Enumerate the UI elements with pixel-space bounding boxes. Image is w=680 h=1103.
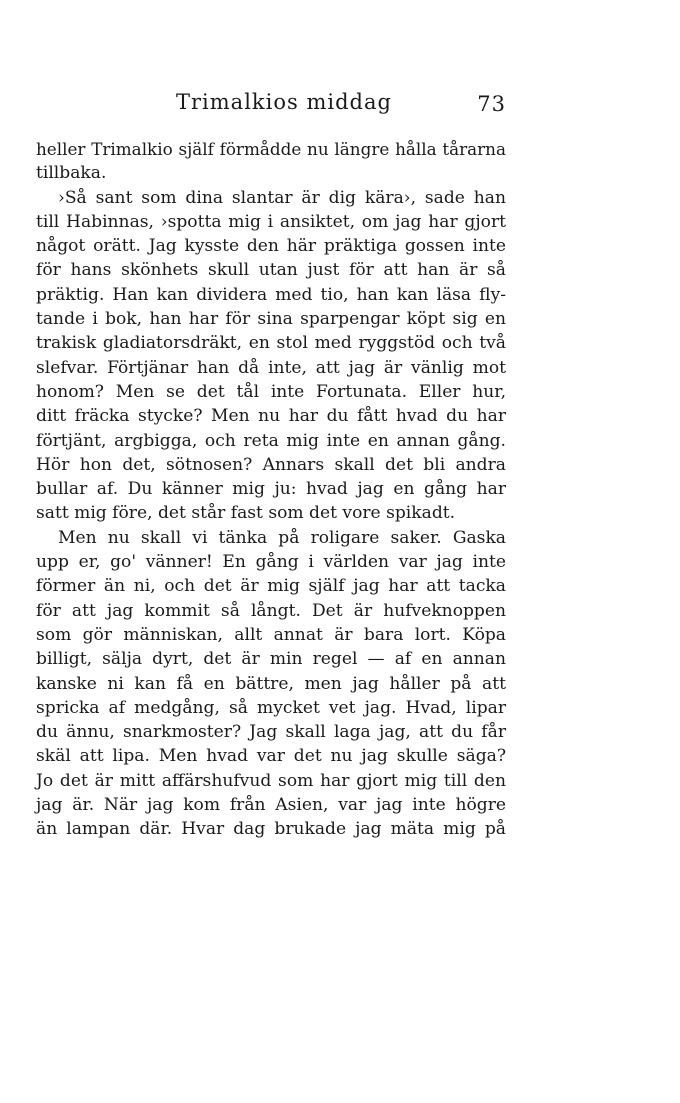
text-line: förtjänt, argbigga, och reta mig inte en annan gång. <box>36 430 506 451</box>
text-line: jag är. När jag kom från Asien, var jag inte högre <box>36 795 506 816</box>
text-line: trakisk gladiatorsdräkt, en stol med ryggstöd och två <box>36 333 506 354</box>
text-line: honom? Men se det tål inte Fortunata. Eller hur, <box>36 381 506 402</box>
text-line: skäl att lipa. Men hvad var det nu jag skulle säga? <box>36 746 506 767</box>
text-line: bullar af. Du känner mig ju: hvad jag en gång har <box>36 479 506 500</box>
text-line: än lampan där. Hvar dag brukade jag mäta mig på <box>36 819 506 840</box>
text-line: Hör hon det, sötnosen? Annars skall det bli andra <box>36 454 506 475</box>
text-line: något orätt. Jag kysste den här präktiga gossen inte <box>36 236 506 257</box>
text-line: präktig. Han kan dividera med tio, han kan läsa fly- <box>36 284 506 305</box>
running-title: Trimalkios middag <box>176 90 392 114</box>
text-line: Men nu skall vi tänka på roligare saker. Gaska <box>58 527 506 548</box>
text-line: upp er, go' vänner! En gång i världen var jag inte <box>36 552 506 573</box>
text-line: billigt, sälja dyrt, det är min regel — af en annan <box>36 649 506 670</box>
text-line: till Habinnas, ›spotta mig i ansiktet, om jag har gjort <box>36 211 506 232</box>
text-line: du ännu, snarkmoster? Jag skall laga jag, att du får <box>36 722 506 743</box>
text-line: tande i bok, han har för sina sparpengar köpt sig en <box>36 309 506 330</box>
text-line: Jo det är mitt affärshufvud som har gjort mig till den <box>36 770 506 791</box>
text-line: kanske ni kan få en bättre, men jag håller på att <box>36 673 506 694</box>
page-number: 73 <box>477 92 506 116</box>
text-line: förmer än ni, och det är mig själf jag har att tacka <box>36 576 506 597</box>
body-text <box>36 137 506 842</box>
text-line: ditt fräcka stycke? Men nu har du fått hvad du har <box>36 406 506 427</box>
text-line: spricka af medgång, så mycket vet jag. Hvad, lipar <box>36 697 506 718</box>
text-line: för hans skönhets skull utan just för att han är så <box>36 260 506 281</box>
text-line: som gör människan, allt annat är bara lort. Köpa <box>36 624 506 645</box>
text-line: slefvar. Förtjänar han då inte, att jag är vänlig mot <box>36 357 506 378</box>
text-line: för att jag kommit så långt. Det är hufveknoppen <box>36 600 506 621</box>
text-line: satt mig före, det står fast som det vore spikadt. <box>36 503 456 524</box>
text-line: ›Så sant som dina slantar är dig kära›, sade han <box>58 187 506 208</box>
text-line: tillbaka. <box>36 163 107 184</box>
text-line: heller Trimalkio själf förmådde nu längre hålla tårarna <box>36 139 506 159</box>
running-header <box>36 90 506 120</box>
